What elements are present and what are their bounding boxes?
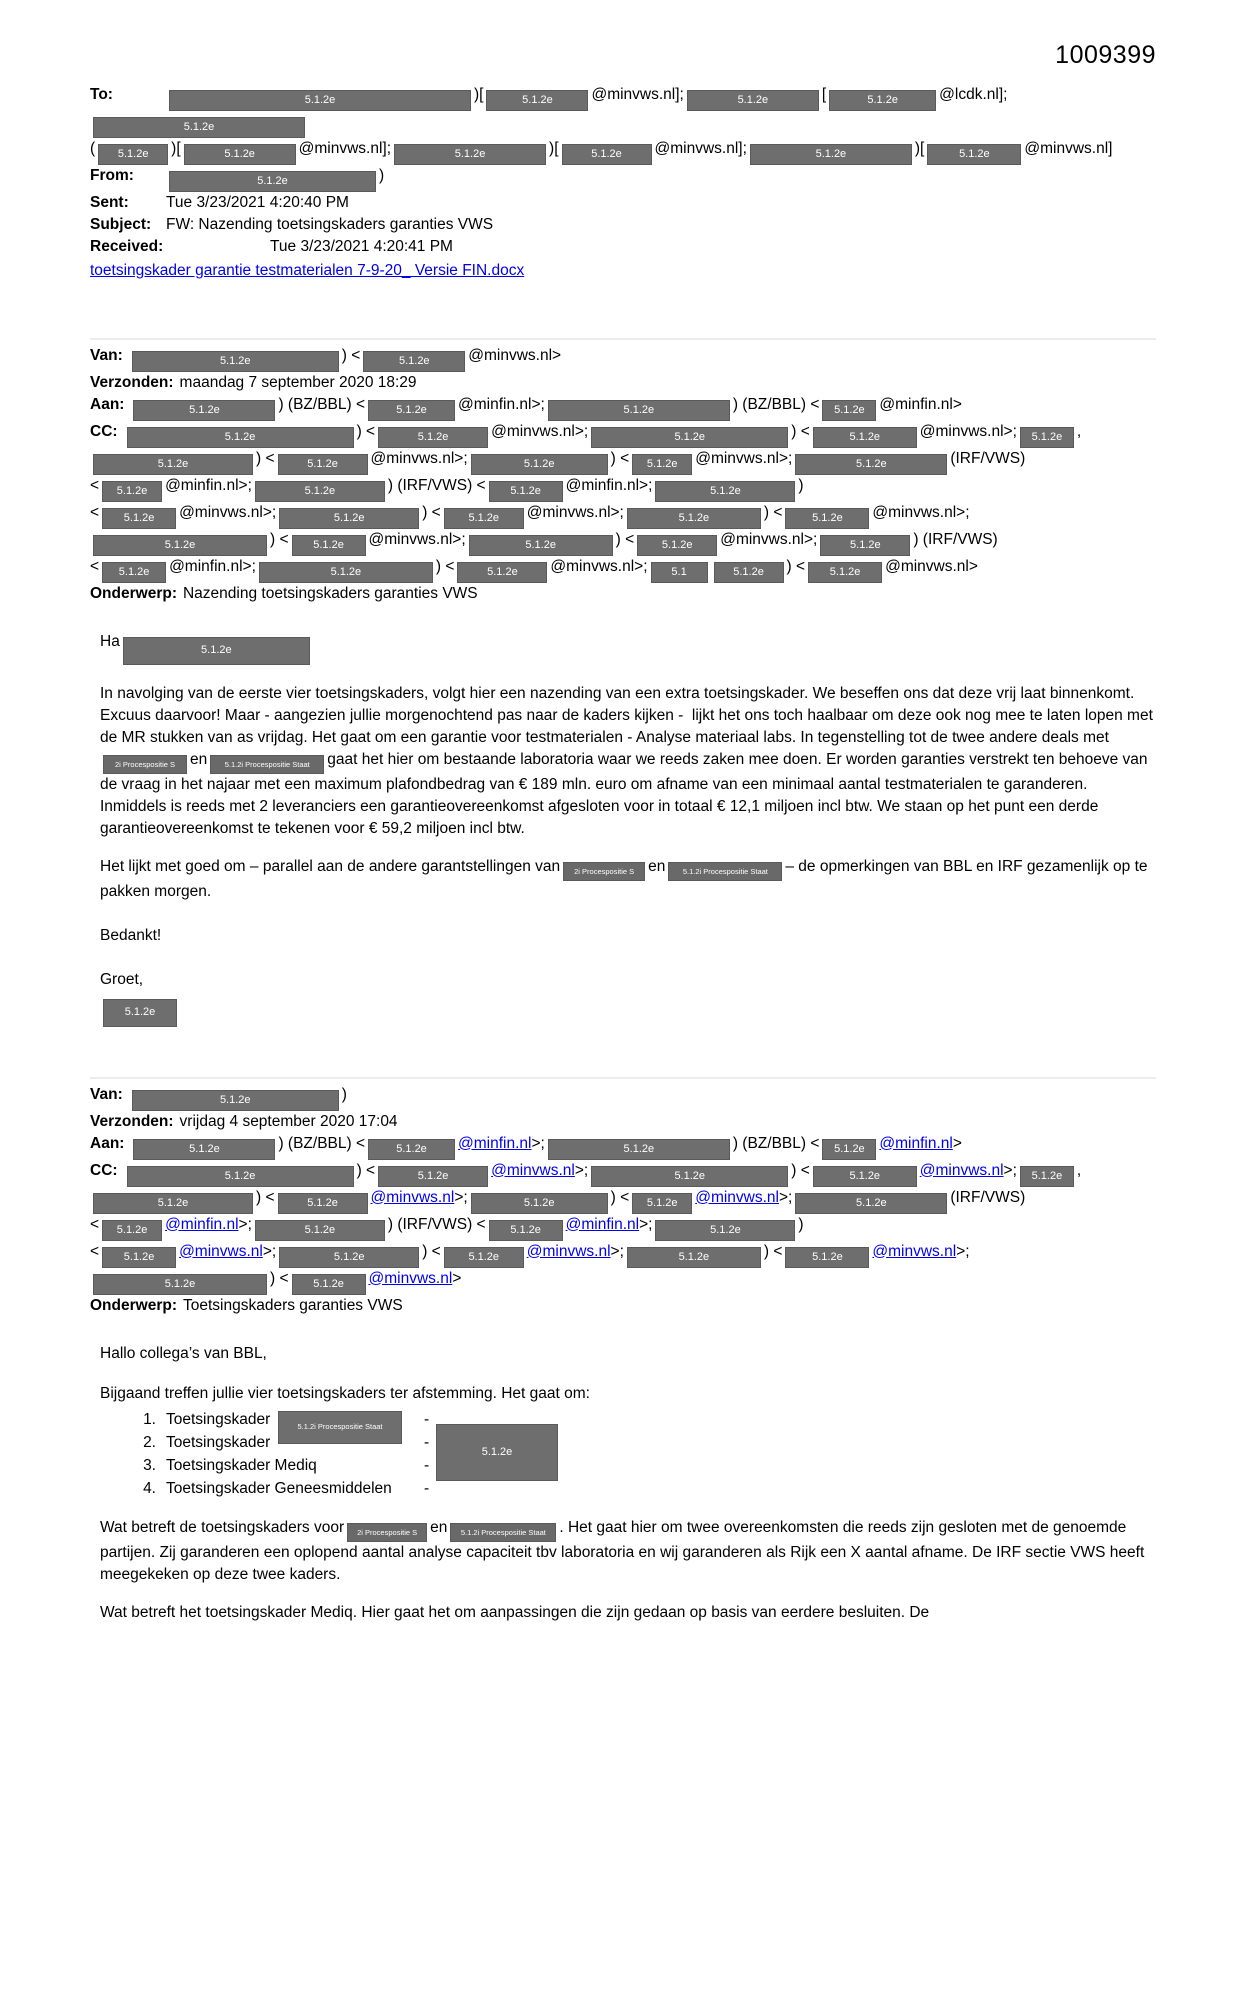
text-fragment: @minvws.nl] <box>1024 140 1113 157</box>
redaction-box: 5.1.2e <box>279 508 419 529</box>
text-fragment: ) < <box>356 1161 376 1179</box>
email-body-1 <box>90 631 1156 1027</box>
redaction-box: 5.1.2e <box>489 1220 563 1241</box>
redaction-box: 5.1.2e <box>822 1139 876 1160</box>
redaction-box: 5.1.2e <box>102 1247 176 1268</box>
to-field <box>90 84 1156 138</box>
redaction-box: 5.1.2e <box>795 454 947 475</box>
onderwerp-field <box>90 1295 1156 1317</box>
list-item <box>128 1478 1156 1501</box>
email-address-link[interactable]: @minvws.nl <box>491 1161 575 1179</box>
paragraph <box>100 1517 1156 1586</box>
onderwerp-label: Onderwerp: <box>90 585 177 602</box>
header-line <box>90 448 1156 475</box>
redaction-box: 5.1.2e <box>1020 1166 1074 1187</box>
van-value <box>129 347 562 367</box>
header-line <box>90 1214 1156 1241</box>
thanks-line: Bedankt! <box>100 927 162 944</box>
text-fragment: ) <box>341 1085 347 1103</box>
redaction-box: 5.1.2e <box>795 1193 947 1214</box>
van-label: Van: <box>90 347 123 364</box>
attachment-link[interactable]: toetsingskader garantie testmaterialen 7-9-20_ Versie FIN.docx <box>90 262 525 279</box>
redaction-box: 5.1.2e <box>133 1139 275 1160</box>
redaction-box: 5.1.2e <box>436 1424 558 1481</box>
redaction-box: 5.1.2e <box>808 562 882 583</box>
text-fragment: ) < <box>610 450 630 467</box>
sent-value: Tue 3/23/2021 4:20:40 PM <box>166 194 349 211</box>
verzonden-field <box>90 372 1156 394</box>
redaction-box: 5.1.2e <box>627 508 761 529</box>
aan-value <box>130 1134 962 1155</box>
text-fragment: @minvws.nl> <box>885 558 978 575</box>
redaction-box: 2i Procespositie S <box>563 862 645 881</box>
text-fragment: < <box>90 558 100 575</box>
redaction-box: 5.1.2e <box>394 144 546 165</box>
text-fragment: @minvws.nl>; <box>720 531 818 548</box>
email-address-link[interactable]: @minfin.nl <box>165 1215 239 1233</box>
to-label: To: <box>90 86 113 103</box>
text-fragment: @minfin.nl>; <box>565 477 653 494</box>
redaction-box: 5.1.2e <box>457 562 547 583</box>
text-fragment: >; <box>1003 1161 1017 1179</box>
text-fragment: ) (BZ/BBL) < <box>278 396 366 413</box>
redaction-box: 5.1.2e <box>714 562 784 583</box>
redaction-box: 5.1.2e <box>292 1274 366 1295</box>
redaction-box: 5.1.2e <box>1020 427 1074 448</box>
text-fragment: ) < <box>791 423 810 440</box>
attachment-row <box>90 260 1156 282</box>
text-fragment: >; <box>574 1161 589 1179</box>
list-dash: - <box>424 1433 430 1451</box>
text-fragment: ) < <box>422 504 441 521</box>
redaction-box: 5.1.2e <box>471 454 608 475</box>
text-fragment: ) < <box>610 1188 630 1206</box>
text-fragment: @lcdk.nl]; <box>939 86 1008 103</box>
text-fragment: > <box>952 1134 962 1152</box>
redaction-box: 5.1.2e <box>687 90 819 111</box>
onderwerp-field <box>90 583 1156 605</box>
text-fragment: ) < <box>435 558 455 575</box>
text-fragment: @minvws.nl>; <box>550 558 648 575</box>
text-fragment: >; <box>262 1242 277 1260</box>
redaction-box: 5.1.2e <box>184 144 296 165</box>
redaction-box: 5.1.2e <box>169 171 376 192</box>
email-address-link[interactable]: @minvws.nl <box>919 1161 1004 1179</box>
text-fragment: < <box>90 1215 100 1233</box>
received-value: Tue 3/23/2021 4:20:41 PM <box>270 238 453 255</box>
cc-label: CC: <box>90 1161 118 1179</box>
closing-line: Groet, <box>100 971 144 988</box>
redaction-box: 5.1.2e <box>785 1247 869 1268</box>
redaction-box: 5.1.2e <box>98 144 168 165</box>
redaction-box: 5.1 <box>651 562 708 583</box>
text-fragment: < <box>90 504 100 521</box>
onderwerp-value: Nazending toetsingskaders garanties VWS <box>182 585 478 602</box>
text-fragment: ) < <box>356 423 376 440</box>
list-number: 1. <box>143 1410 156 1428</box>
text-fragment: (IRF/VWS) <box>950 1188 1026 1206</box>
redaction-box: 5.1.2e <box>489 481 563 502</box>
email-address-link[interactable]: @minvws.nl <box>368 1269 453 1287</box>
redaction-box: 5.1.2e <box>102 562 166 583</box>
text-fragment: >; <box>956 1242 970 1260</box>
text-fragment: ) (BZ/BBL) < <box>732 396 820 413</box>
redaction-box: 5.1.2e <box>279 1247 419 1268</box>
redaction-box: 5.1.2e <box>169 90 471 111</box>
text-fragment: [ <box>821 86 827 103</box>
text-fragment: >; <box>639 1215 653 1233</box>
text-fragment: @minfin.nl> <box>879 396 962 413</box>
redaction-box: 5.1.2e <box>378 427 488 448</box>
email-address-link[interactable]: @minvws.nl <box>526 1242 611 1260</box>
text-fragment: – de opmerkingen van BBL en IRF gezamenlijk op te pakken morgen. <box>100 857 1152 900</box>
redaction-box: 5.1.2e <box>637 535 717 556</box>
text-fragment: )[ <box>474 86 484 103</box>
email-quote-1 <box>90 338 1156 1027</box>
redaction-box: 5.1.2e <box>93 1274 267 1295</box>
signature-redaction <box>100 993 1156 1027</box>
greeting-line: Hallo collega’s van BBL, <box>100 1344 267 1362</box>
header-line <box>90 1187 1156 1214</box>
redaction-box: 5.1.2e <box>655 1220 795 1241</box>
redaction-box: 5.1.2e <box>93 535 267 556</box>
subject-value: FW: Nazending toetsingskaders garanties VWS <box>166 216 494 233</box>
redaction-box: 5.1.2e <box>255 481 385 502</box>
text-fragment: ) < <box>422 1242 441 1260</box>
intro-line: Bijgaand treffen jullie vier toetsingskaders ter afstemming. Het gaat om: <box>100 1384 590 1402</box>
paragraph: Wat betreft het toetsingskader Mediq. Hier gaat het om aanpassingen die zijn gedaan op basis van eerdere besluiten. De <box>100 1603 930 1621</box>
text-fragment: @minfin.nl>; <box>169 558 256 575</box>
text-fragment: >; <box>778 1188 793 1206</box>
text-fragment: @minvws.nl>; <box>695 450 793 467</box>
cc-field <box>90 1160 1156 1187</box>
email-address-link[interactable]: @minfin.nl <box>458 1134 532 1152</box>
received-field <box>90 236 1156 258</box>
redaction-box: 5.1.2e <box>591 1166 788 1187</box>
text-fragment: @minvws.nl>; <box>179 504 277 521</box>
header-line <box>90 1268 1156 1295</box>
to-field-continued <box>90 138 1156 165</box>
email-address-link[interactable]: @minfin.nl <box>565 1215 640 1233</box>
verzonden-label: Verzonden: <box>90 1112 174 1130</box>
email-address-link[interactable]: @minvws.nl <box>370 1188 455 1206</box>
text-fragment: ) < <box>341 347 361 364</box>
redaction-box: 5.1.2e <box>471 1193 608 1214</box>
text-fragment: ) < <box>786 558 806 575</box>
to-value <box>90 86 1008 133</box>
text-fragment: ) (IRF/VWS) < <box>387 1215 486 1233</box>
aan-label: Aan: <box>90 1134 125 1152</box>
header-line <box>90 529 1156 556</box>
redaction-box: 5.1.2e <box>133 400 275 421</box>
list-item <box>128 1455 1156 1478</box>
paragraph <box>100 856 1156 903</box>
text-fragment: ) (BZ/BBL) < <box>732 1134 820 1152</box>
redaction-box: 2i Procespositie S <box>103 755 187 774</box>
email-address-link[interactable]: @minvws.nl <box>179 1242 263 1260</box>
cc-field-continued <box>90 448 1156 583</box>
page-title: 1009399 <box>1055 41 1156 69</box>
list-dash: - <box>424 1479 430 1497</box>
email-body-2 <box>90 1343 1156 1624</box>
text-fragment: @minvws.nl>; <box>368 531 466 548</box>
redaction-box: 5.1.2e <box>123 637 310 665</box>
greeting-line <box>100 631 1156 665</box>
van-field <box>90 345 1156 372</box>
from-field <box>90 165 1156 192</box>
redaction-box: 5.1.2e <box>469 535 613 556</box>
redaction-box: 5.1.2e <box>102 1220 162 1241</box>
redaction-box: 5.1.2e <box>368 400 455 421</box>
redaction-box: 5.1.2e <box>591 427 788 448</box>
text-fragment: ( <box>90 140 96 157</box>
text-fragment: ) < <box>256 1188 275 1206</box>
redaction-box: 5.1.2e <box>93 454 253 475</box>
list-label: Toetsingskader <box>166 1410 271 1428</box>
email-address-link[interactable]: @minvws.nl <box>695 1188 779 1206</box>
text-fragment: < <box>90 1242 100 1260</box>
list-number: 2. <box>143 1433 156 1451</box>
text-fragment: , <box>1076 423 1082 440</box>
list-number: 4. <box>143 1479 156 1497</box>
text-fragment: ) <box>798 477 804 494</box>
redaction-box: 5.1.2e <box>93 117 305 138</box>
text-fragment: >; <box>610 1242 624 1260</box>
text-fragment: ) (BZ/BBL) < <box>278 1134 366 1152</box>
text-fragment: In navolging van de eerste vier toetsingskaders, volgt hier een nazending van een extra toetsingskader. We beseffen ons dat deze vrij laat binnenkomt. Excuus daarvoor! Maar - aangezien jullie morgenochtend pas naar de kaders kijken - lijkt het ons toch haalbaar om deze ook nog mee te laten lopen met de MR stukken van as vrijdag. Het gaat om een garantie voor testmaterialen - Analyse materiaal labs. In tegenstelling tot de twee andere deals met <box>100 684 1158 746</box>
redaction-box: 5.1.2e <box>655 481 795 502</box>
text-fragment: gaat het hier om bestaande laboratoria waar we reeds zaken mee doen. Er worden garanties verstrekt ten behoeve van de vraag in het najaar met een maximum plafondbedrag van € 189 mln. euro om afname van een minimaal aantal testmaterialen te garanderen. Inmiddels is reeds met 2 leveranciers een garantieovereenkomst afgesloten voor in totaal € 12,1 miljoen incl btw. We staan op het punt een derde garantieovereenkomst te tekenen voor € 59,2 miljoen incl btw. <box>100 750 1152 837</box>
text-fragment: >; <box>454 1188 468 1206</box>
text-fragment: Het lijkt met goed om – parallel aan de andere garantstellingen van <box>100 857 561 875</box>
redaction-box: 5.1.2e <box>255 1220 385 1241</box>
text-fragment: , <box>1076 1161 1082 1179</box>
sent-label: Sent: <box>90 194 129 211</box>
sent-field <box>90 192 1156 214</box>
text-fragment: ) (IRF/VWS) <box>913 531 998 548</box>
header-line <box>90 556 1156 583</box>
text-fragment: @minvws.nl]; <box>654 140 747 157</box>
header-line <box>90 502 1156 529</box>
text-fragment: en <box>648 857 666 875</box>
text-fragment: @minvws.nl>; <box>872 504 970 521</box>
redaction-box: 5.1.2e <box>278 454 368 475</box>
redaction-box: 5.1.2e <box>132 351 339 372</box>
text-fragment: )[ <box>914 140 925 157</box>
cc-label: CC: <box>90 423 118 440</box>
verzonden-field <box>90 1111 1156 1133</box>
redaction-box: 5.1.2e <box>785 508 869 529</box>
redaction-box: 5.1.2e <box>444 508 524 529</box>
redaction-box: 5.1.2i Procespositie Staat <box>210 755 324 774</box>
text-fragment: ) <box>798 1215 804 1233</box>
text-fragment: @minvws.nl]; <box>591 86 684 103</box>
aan-field <box>90 1133 1156 1160</box>
redaction-box: 5.1.2e <box>632 1193 692 1214</box>
redaction-box: 5.1.2e <box>822 400 876 421</box>
cc-field <box>90 421 1156 448</box>
list-label: Toetsingskader Mediq <box>166 1456 317 1474</box>
list-label: Toetsingskader <box>166 1433 271 1451</box>
from-label: From: <box>90 167 134 184</box>
subject-field <box>90 214 1156 236</box>
redaction-box: 5.1.2e <box>102 508 176 529</box>
text-fragment: @minvws.nl]; <box>298 140 392 157</box>
text-fragment: ) < <box>615 531 635 548</box>
text-fragment: > <box>452 1269 462 1287</box>
text-fragment: Wat betreft de toetsingskaders voor <box>100 1518 345 1536</box>
redaction-box: 5.1.2e <box>829 90 936 111</box>
text-fragment: (IRF/VWS) <box>950 450 1026 467</box>
aan-label: Aan: <box>90 396 125 413</box>
text-fragment: en <box>190 750 208 768</box>
text-fragment: < <box>90 477 100 494</box>
text-fragment: >; <box>531 1134 545 1152</box>
text-fragment: @minvws.nl>; <box>370 450 468 467</box>
redaction-box: 5.1.2e <box>127 427 354 448</box>
redaction-box: 5.1.2e <box>813 1166 917 1187</box>
verzonden-label: Verzonden: <box>90 374 174 391</box>
header-line <box>90 1241 1156 1268</box>
verzonden-value: maandag 7 september 2020 18:29 <box>179 374 417 391</box>
text-fragment: )[ <box>549 140 559 157</box>
text-fragment: ) < <box>256 450 275 467</box>
redaction-box: 5.1.2i Procespositie Staat <box>668 862 782 881</box>
text-fragment: )[ <box>171 140 181 157</box>
text-fragment: ) (IRF/VWS) < <box>387 477 486 494</box>
toetsingskader-list <box>128 1409 1156 1501</box>
aan-field <box>90 394 1156 421</box>
text-fragment: @minvws.nl> <box>468 347 562 364</box>
van-label: Van: <box>90 1085 123 1103</box>
text-fragment: ) < <box>763 504 783 521</box>
top-header <box>90 84 1156 282</box>
redaction-box: 5.1.2e <box>813 427 917 448</box>
redaction-box: 5.1.2e <box>548 400 730 421</box>
email-quote-2 <box>90 1077 1156 1624</box>
text-fragment: ) <box>379 167 385 184</box>
cc-value <box>124 1161 1082 1182</box>
email-address-link[interactable]: @minvws.nl <box>872 1242 957 1260</box>
redaction-box: 5.1.2e <box>486 90 588 111</box>
text-fragment: @minvws.nl>; <box>919 423 1017 440</box>
text-fragment: ) < <box>270 1269 289 1287</box>
list-label: Toetsingskader Geneesmiddelen <box>166 1479 392 1497</box>
cc-value <box>124 423 1082 443</box>
redaction-box: 5.1.2e <box>278 1193 368 1214</box>
text-fragment: @minvws.nl>; <box>491 423 589 440</box>
text-fragment: @minfin.nl>; <box>458 396 545 413</box>
redaction-box: 2i Procespositie S <box>347 1523 427 1542</box>
cc-field-continued <box>90 1187 1156 1295</box>
redaction-box: 5.1.2e <box>627 1247 761 1268</box>
email-address-link[interactable]: @minfin.nl <box>879 1134 953 1152</box>
redaction-box: 5.1.2e <box>368 1139 455 1160</box>
van-field <box>90 1084 1156 1111</box>
paragraph <box>100 683 1156 840</box>
text-fragment: . Het gaat hier om twee overeenkomsten die reeds zijn gesloten met de genoemde partijen. Zij garanderen een oplopend aantal analyse capaciteit tbv laboratoria en wij garanderen als Rijk een X aantal afname. De IRF sectie VWS heeft meegekeken op deze twee kaders. <box>100 1518 1149 1583</box>
redaction-box: 5.1.2e <box>378 1166 488 1187</box>
onderwerp-label: Onderwerp: <box>90 1296 177 1314</box>
subject-label: Subject: <box>90 216 152 233</box>
van-value <box>129 1085 347 1106</box>
text-fragment: en <box>430 1518 448 1536</box>
redaction-box: 5.1.2i Procespositie Staat <box>278 1411 402 1444</box>
bottom-whitespace <box>90 1624 1156 2004</box>
redaction-box: 5.1.2e <box>927 144 1021 165</box>
from-value <box>166 167 385 187</box>
text-fragment: ) < <box>791 1161 810 1179</box>
header-line <box>90 475 1156 502</box>
redaction-box: 5.1.2e <box>444 1247 524 1268</box>
redaction-box: 5.1.2e <box>820 535 910 556</box>
redaction-box: 5.1.2i Procespositie Staat <box>450 1523 556 1542</box>
text-fragment: ) < <box>763 1242 783 1260</box>
verzonden-value: vrijdag 4 september 2020 17:04 <box>179 1112 398 1130</box>
onderwerp-value: Toetsingskaders garanties VWS <box>182 1296 403 1314</box>
redaction-box: 5.1.2e <box>132 1090 339 1111</box>
list-dash: - <box>424 1456 430 1474</box>
text-fragment: @minfin.nl>; <box>165 477 252 494</box>
aan-value <box>130 396 962 416</box>
text-fragment: ) < <box>270 531 289 548</box>
redaction-box: 5.1.2e <box>562 144 652 165</box>
list-dash: - <box>424 1410 430 1428</box>
redaction-box: 5.1.2e <box>363 351 465 372</box>
redaction-box: 5.1.2e <box>103 999 177 1027</box>
redaction-box: 5.1.2e <box>548 1139 730 1160</box>
text-fragment: Ha <box>100 633 120 650</box>
redaction-box: 5.1.2e <box>632 454 692 475</box>
received-label: Received: <box>90 238 164 255</box>
redaction-box: 5.1.2e <box>102 481 162 502</box>
redaction-box: 5.1.2e <box>127 1166 354 1187</box>
list-number: 3. <box>143 1456 156 1474</box>
redaction-box: 5.1.2e <box>93 1193 253 1214</box>
redaction-box: 5.1.2e <box>750 144 912 165</box>
text-fragment: @minvws.nl>; <box>526 504 624 521</box>
text-fragment: >; <box>238 1215 252 1233</box>
redaction-box: 5.1.2e <box>292 535 366 556</box>
redaction-box: 5.1.2e <box>259 562 433 583</box>
